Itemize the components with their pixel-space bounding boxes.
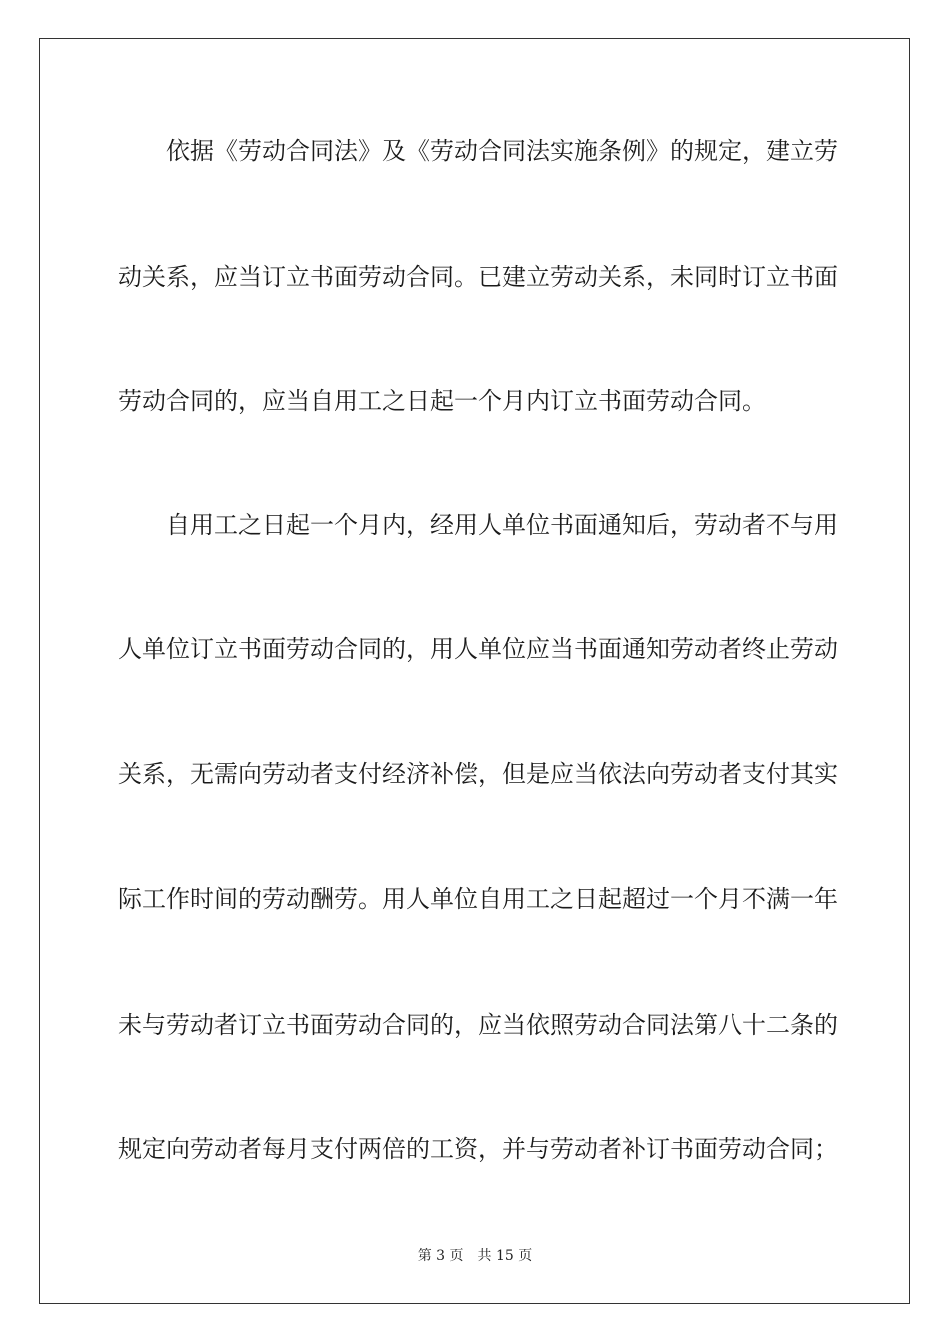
paragraph-2-line-6: 规定向劳动者每月支付两倍的工资，并与劳动者补订书面劳动合同；	[118, 1135, 838, 1163]
page-footer	[0, 1246, 950, 1266]
paragraph-1-line-2: 动关系，应当订立书面劳动合同。已建立劳动关系，未同时订立书面	[118, 263, 838, 291]
paragraph-2-line-5: 未与劳动者订立书面劳动合同的，应当依照劳动合同法第八十二条的	[118, 1011, 838, 1039]
page-total: 共 15 页	[477, 1248, 533, 1264]
paragraph-1-line-3: 劳动合同的，应当自用工之日起一个月内订立书面劳动合同。	[118, 387, 766, 415]
paragraph-2-line-4: 际工作时间的劳动酬劳。用人单位自用工之日起超过一个月不满一年	[118, 885, 838, 913]
paragraph-1-line-1: 依据《劳动合同法》及《劳动合同法实施条例》的规定，建立劳	[166, 137, 838, 165]
paragraph-2-line-2: 人单位订立书面劳动合同的，用人单位应当书面通知劳动者终止劳动	[118, 635, 838, 663]
paragraph-2-line-1: 自用工之日起一个月内，经用人单位书面通知后，劳动者不与用	[166, 511, 838, 539]
page-number: 第 3 页	[417, 1248, 464, 1264]
paragraph-2-line-3: 关系，无需向劳动者支付经济补偿，但是应当依法向劳动者支付其实	[118, 760, 838, 788]
page-border	[39, 38, 910, 1304]
